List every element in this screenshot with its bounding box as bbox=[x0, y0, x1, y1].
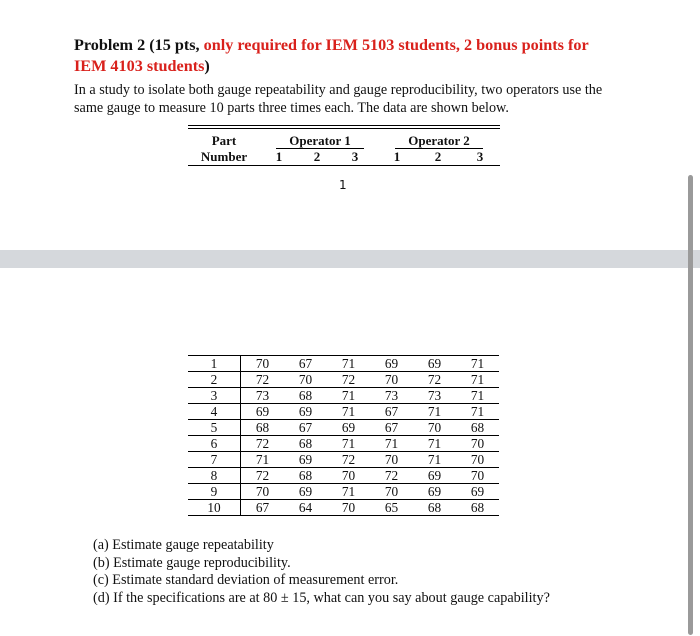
op2-trial-2-cell: 71 bbox=[413, 436, 456, 452]
part-number-cell: 4 bbox=[188, 404, 241, 420]
question-b: (b) Estimate gauge reproducibility. bbox=[93, 554, 291, 571]
op1-trial-3-cell: 70 bbox=[327, 468, 370, 484]
op1-trial-3-header: 3 bbox=[351, 149, 359, 164]
table-row bbox=[188, 356, 499, 372]
table-top-rule bbox=[188, 125, 500, 126]
operator1-header: Operator 1 bbox=[289, 133, 351, 148]
op1-trial-3-cell: 71 bbox=[327, 436, 370, 452]
op2-trial-3-cell: 68 bbox=[456, 500, 499, 516]
table-row bbox=[188, 372, 499, 388]
question-a: (a) Estimate gauge repeatability bbox=[93, 537, 274, 553]
op2-trial-2-cell: 70 bbox=[413, 420, 456, 436]
op2-trial-1-cell: 67 bbox=[370, 420, 413, 436]
op1-trial-1-cell: 70 bbox=[241, 484, 285, 500]
page-gap bbox=[0, 250, 700, 268]
op2-trial-3-cell: 68 bbox=[456, 420, 499, 436]
op2-trial-3-cell: 71 bbox=[456, 404, 499, 420]
table-row bbox=[188, 404, 499, 420]
op2-trial-3-cell: 70 bbox=[456, 436, 499, 452]
op1-trial-1-cell: 68 bbox=[241, 420, 285, 436]
table-header-bottom-rule bbox=[188, 165, 500, 166]
part-number-cell: 6 bbox=[188, 436, 241, 452]
op1-trial-1-cell: 69 bbox=[241, 404, 285, 420]
op2-trial-3-cell: 69 bbox=[456, 484, 499, 500]
op2-trial-1-cell: 67 bbox=[370, 404, 413, 420]
table-row bbox=[188, 452, 499, 468]
table-row bbox=[188, 500, 499, 516]
op1-trial-1-header: 1 bbox=[275, 149, 283, 164]
part-number-cell: 10 bbox=[188, 500, 241, 516]
op2-trial-1-cell: 71 bbox=[370, 436, 413, 452]
op1-trial-1-cell: 70 bbox=[241, 356, 285, 372]
op2-trial-2-cell: 69 bbox=[413, 356, 456, 372]
op2-trial-2-cell: 71 bbox=[413, 452, 456, 468]
op2-trial-1-cell: 70 bbox=[370, 372, 413, 388]
problem-close-paren: ) bbox=[204, 57, 210, 75]
op2-trial-2-cell: 72 bbox=[413, 372, 456, 388]
op1-trial-3-cell: 72 bbox=[327, 372, 370, 388]
part-header: Part bbox=[211, 133, 237, 148]
op1-trial-1-cell: 72 bbox=[241, 468, 285, 484]
op1-trial-3-cell: 69 bbox=[327, 420, 370, 436]
op2-trial-3-header: 3 bbox=[476, 149, 484, 164]
op1-trial-2-cell: 69 bbox=[284, 452, 327, 468]
op1-trial-2-cell: 64 bbox=[284, 500, 327, 516]
problem-label: Problem 2 (15 pts, bbox=[74, 36, 204, 54]
op2-trial-3-cell: 71 bbox=[456, 356, 499, 372]
op1-trial-2-cell: 69 bbox=[284, 404, 327, 420]
part-number-cell: 7 bbox=[188, 452, 241, 468]
table-top-rule-double bbox=[188, 128, 500, 129]
op1-trial-2-cell: 67 bbox=[284, 356, 327, 372]
problem-heading bbox=[74, 35, 634, 77]
op1-trial-3-cell: 71 bbox=[327, 484, 370, 500]
questions-list bbox=[93, 537, 550, 607]
op1-trial-2-header: 2 bbox=[313, 149, 321, 164]
op2-trial-1-header: 1 bbox=[393, 149, 401, 164]
op2-trial-3-cell: 71 bbox=[456, 388, 499, 404]
operator2-header: Operator 2 bbox=[408, 133, 470, 148]
question-d: (d) If the specifications are at 80 ± 15, what can you say about gauge capability? bbox=[93, 589, 550, 606]
op2-trial-1-cell: 70 bbox=[370, 452, 413, 468]
op1-trial-1-cell: 72 bbox=[241, 372, 285, 388]
op2-trial-1-cell: 70 bbox=[370, 484, 413, 500]
op1-trial-2-cell: 67 bbox=[284, 420, 327, 436]
table-row bbox=[188, 388, 499, 404]
question-c: (c) Estimate standard deviation of measurement error. bbox=[93, 572, 399, 589]
op2-trial-3-cell: 70 bbox=[456, 452, 499, 468]
part-number-cell: 8 bbox=[188, 468, 241, 484]
op1-trial-3-cell: 71 bbox=[327, 356, 370, 372]
op2-trial-2-cell: 71 bbox=[413, 404, 456, 420]
op1-trial-3-cell: 71 bbox=[327, 388, 370, 404]
op2-trial-3-cell: 71 bbox=[456, 372, 499, 388]
op1-trial-3-cell: 72 bbox=[327, 452, 370, 468]
part-number-cell: 2 bbox=[188, 372, 241, 388]
op1-trial-3-cell: 71 bbox=[327, 404, 370, 420]
part-number-cell: 3 bbox=[188, 388, 241, 404]
op2-trial-1-cell: 69 bbox=[370, 356, 413, 372]
op1-trial-1-cell: 72 bbox=[241, 436, 285, 452]
op1-trial-2-cell: 68 bbox=[284, 468, 327, 484]
op1-trial-1-cell: 73 bbox=[241, 388, 285, 404]
op1-trial-2-cell: 68 bbox=[284, 388, 327, 404]
table-row bbox=[188, 436, 499, 452]
op1-trial-2-cell: 68 bbox=[284, 436, 327, 452]
part-number-cell: 1 bbox=[188, 356, 241, 372]
op2-trial-2-cell: 69 bbox=[413, 468, 456, 484]
intro-paragraph: In a study to isolate both gauge repeatability and gauge reproducibility, two operators use the same gauge to measure 10 parts three times each. The data are shown below. bbox=[74, 82, 603, 116]
op2-trial-1-cell: 73 bbox=[370, 388, 413, 404]
part-number-cell: 9 bbox=[188, 484, 241, 500]
table-row bbox=[188, 484, 499, 500]
measurement-table bbox=[188, 355, 499, 516]
op2-trial-2-cell: 68 bbox=[413, 500, 456, 516]
op2-trial-2-cell: 69 bbox=[413, 484, 456, 500]
op1-trial-2-cell: 70 bbox=[284, 372, 327, 388]
op1-trial-2-cell: 69 bbox=[284, 484, 327, 500]
problem-highlight-line-1: only required for IEM 5103 students, 2 bonus points for bbox=[203, 36, 589, 54]
table-row bbox=[188, 468, 499, 484]
page-number: 1 bbox=[339, 178, 347, 192]
document-page-1 bbox=[0, 0, 700, 250]
number-header: Number bbox=[200, 149, 248, 164]
op1-trial-3-cell: 70 bbox=[327, 500, 370, 516]
table-row bbox=[188, 420, 499, 436]
op2-trial-2-header: 2 bbox=[434, 149, 442, 164]
op2-trial-3-cell: 70 bbox=[456, 468, 499, 484]
op2-trial-2-cell: 73 bbox=[413, 388, 456, 404]
op1-trial-1-cell: 71 bbox=[241, 452, 285, 468]
op1-trial-1-cell: 67 bbox=[241, 500, 285, 516]
vertical-scrollbar[interactable] bbox=[688, 175, 693, 635]
part-number-cell: 5 bbox=[188, 420, 241, 436]
op2-trial-1-cell: 72 bbox=[370, 468, 413, 484]
op2-trial-1-cell: 65 bbox=[370, 500, 413, 516]
problem-highlight-line-2: IEM 4103 students bbox=[74, 57, 205, 75]
